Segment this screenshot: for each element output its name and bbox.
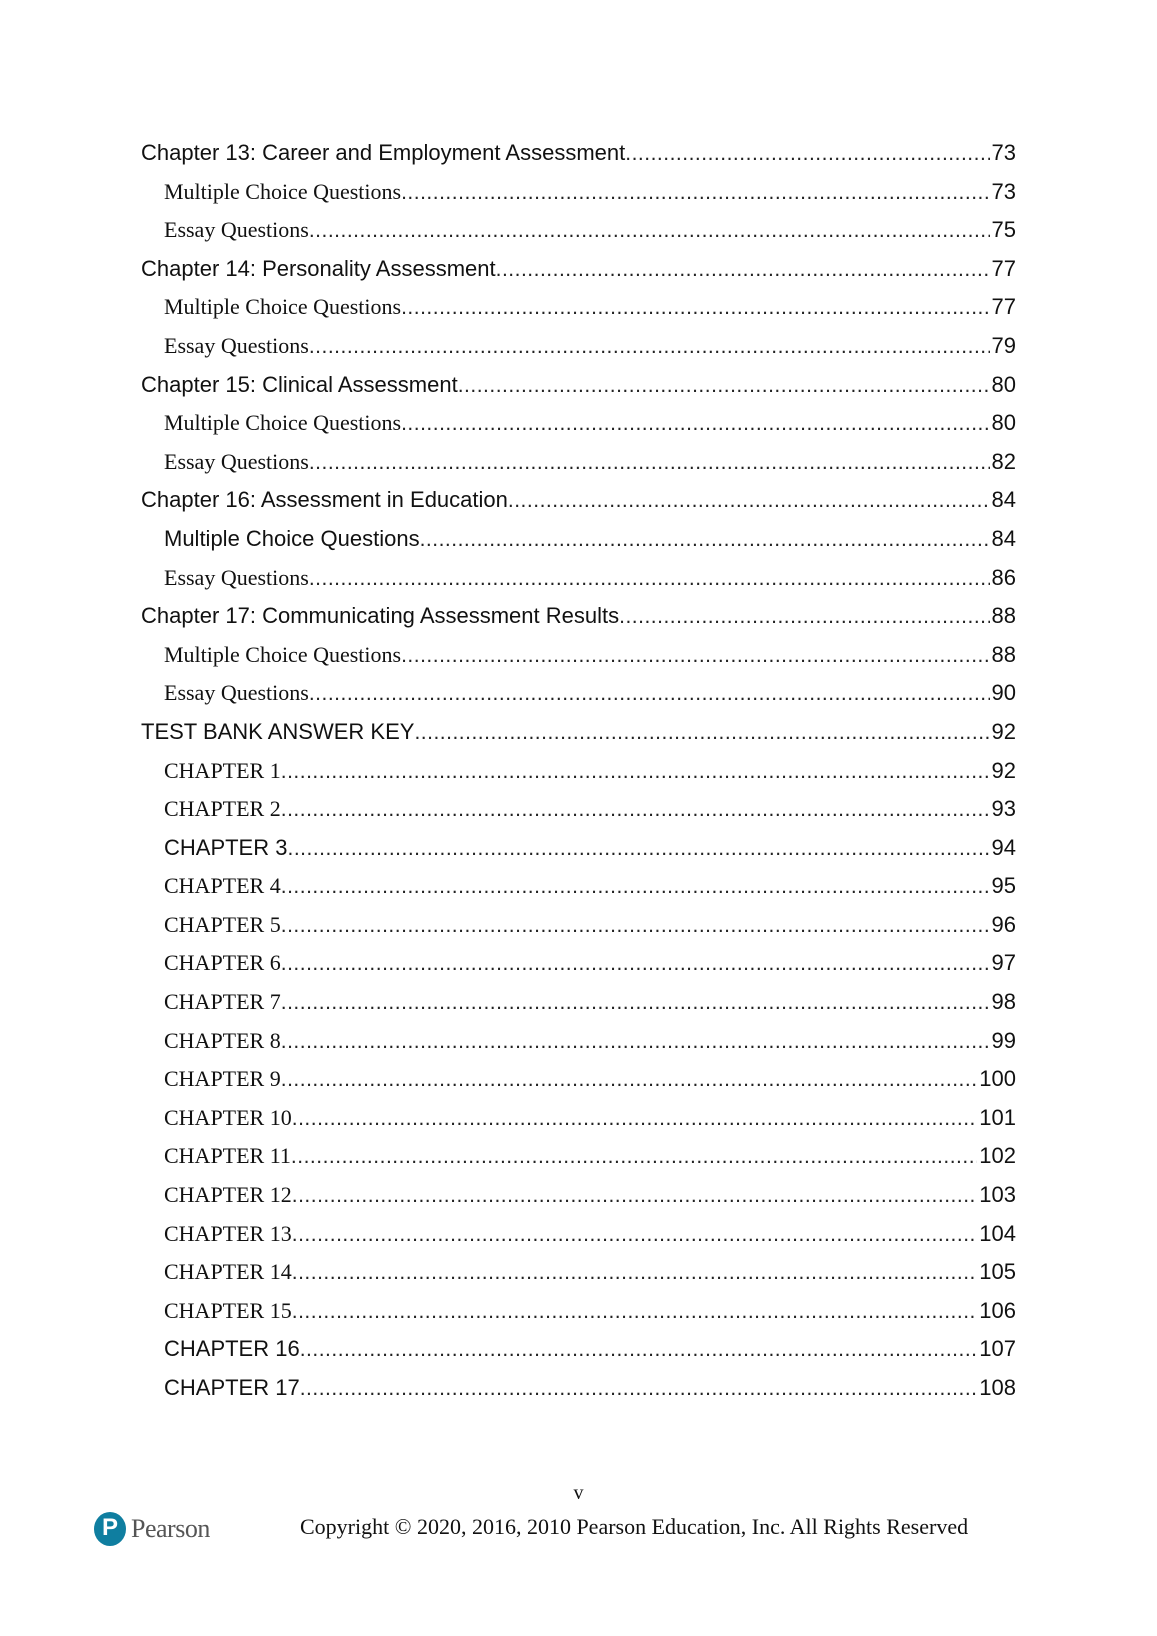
- toc-entry[interactable]: [141, 1330, 1016, 1369]
- toc-entry-page: 92: [991, 718, 1016, 744]
- toc-entry-page: 99: [991, 1027, 1016, 1053]
- pearson-logo: [94, 1512, 210, 1546]
- toc-entry-page: 103: [979, 1182, 1016, 1208]
- dot-leader: [281, 791, 990, 830]
- toc-entry-label: CHAPTER 16: [164, 1336, 300, 1362]
- dot-leader: [291, 1138, 977, 1177]
- toc-entry[interactable]: [141, 829, 1016, 868]
- toc-entry-label: CHAPTER 7: [164, 989, 281, 1015]
- dot-leader: [309, 560, 990, 599]
- toc-entry-page: 102: [979, 1143, 1016, 1169]
- dot-leader: [300, 1370, 978, 1409]
- dot-leader: [281, 907, 990, 946]
- dot-leader: [287, 830, 989, 869]
- toc-entry-label: Essay Questions: [164, 564, 309, 590]
- toc-entry[interactable]: [141, 597, 1016, 636]
- toc-entry-page: 82: [991, 448, 1016, 474]
- toc-entry-label: Multiple Choice Questions: [164, 525, 420, 551]
- dot-leader: [309, 444, 990, 483]
- toc-entry-label: CHAPTER 15: [164, 1297, 292, 1323]
- toc-entry-page: 93: [991, 796, 1016, 822]
- toc-entry-label: CHAPTER 14: [164, 1259, 292, 1285]
- toc-entry[interactable]: [141, 674, 1016, 713]
- toc-entry[interactable]: [141, 944, 1016, 983]
- toc-entry[interactable]: [141, 1060, 1016, 1099]
- toc-entry-label: Multiple Choice Questions: [164, 178, 402, 204]
- dot-leader: [496, 251, 990, 290]
- dot-leader: [281, 868, 990, 907]
- toc-entry[interactable]: [141, 983, 1016, 1022]
- toc-entry-label: CHAPTER 10: [164, 1104, 292, 1130]
- toc-entry-page: 96: [991, 911, 1016, 937]
- toc-entry-label: CHAPTER 13: [164, 1220, 292, 1246]
- dot-leader: [401, 637, 989, 676]
- dot-leader: [458, 367, 990, 406]
- toc-entry-label: Essay Questions: [164, 680, 309, 706]
- dot-leader: [281, 984, 990, 1023]
- toc-entry-label: TEST BANK ANSWER KEY: [141, 718, 415, 744]
- page-number: v: [573, 1482, 584, 1504]
- toc-entry[interactable]: [141, 173, 1016, 212]
- dot-leader: [281, 1023, 990, 1062]
- toc-entry-label: CHAPTER 17: [164, 1375, 300, 1400]
- toc-entry[interactable]: [141, 443, 1016, 482]
- toc-entry-page: 97: [991, 950, 1016, 976]
- toc-entry-label: Chapter 17: Communicating Assessment Results: [141, 603, 620, 629]
- toc-entry[interactable]: [141, 366, 1016, 405]
- toc-entry-page: 86: [991, 564, 1016, 590]
- pearson-p-icon: [94, 1512, 126, 1546]
- toc-entry-label: CHAPTER 8: [164, 1027, 281, 1053]
- toc-entry-page: 92: [991, 757, 1016, 783]
- toc-entry[interactable]: [141, 752, 1016, 791]
- toc-entry-label: Chapter 13: Career and Employment Assessment: [141, 140, 626, 165]
- toc-entry-label: Chapter 15: Clinical Assessment: [141, 371, 458, 397]
- dot-leader: [292, 1177, 978, 1216]
- toc-entry-page: 90: [991, 680, 1016, 706]
- dot-leader: [619, 598, 989, 637]
- toc-entry-page: 88: [991, 641, 1016, 667]
- toc-entry-page: 77: [991, 294, 1016, 320]
- toc-entry[interactable]: [141, 1369, 1016, 1408]
- toc-entry[interactable]: [141, 790, 1016, 829]
- toc-entry-page: 101: [979, 1104, 1016, 1130]
- toc-entry-page: 75: [991, 217, 1016, 243]
- toc-entry-label: Essay Questions: [164, 448, 309, 474]
- toc-entry-label: CHAPTER 3: [164, 834, 288, 860]
- dot-leader: [508, 482, 990, 521]
- toc-entry-page: 77: [991, 255, 1016, 281]
- dot-leader: [281, 753, 990, 792]
- table-of-contents: [141, 134, 1016, 1408]
- toc-entry-label: Multiple Choice Questions: [164, 294, 402, 320]
- toc-entry-label: CHAPTER 4: [164, 873, 281, 899]
- toc-entry[interactable]: [141, 327, 1016, 366]
- dot-leader: [300, 1331, 978, 1370]
- dot-leader: [420, 521, 990, 560]
- toc-entry[interactable]: [141, 134, 1016, 173]
- toc-entry[interactable]: [141, 288, 1016, 327]
- toc-entry-page: 84: [991, 525, 1016, 551]
- dot-leader: [281, 1061, 978, 1100]
- toc-entry-page: 104: [979, 1220, 1016, 1246]
- copyright-notice: Copyright © 2020, 2016, 2010 Pearson Education, Inc. All Rights Reserved: [300, 1514, 969, 1539]
- toc-entry-label: Essay Questions: [164, 217, 309, 243]
- toc-entry[interactable]: [141, 1253, 1016, 1292]
- toc-entry-label: Chapter 14: Personality Assessment: [141, 255, 496, 281]
- dot-leader: [625, 135, 989, 174]
- toc-entry[interactable]: [141, 906, 1016, 945]
- toc-entry-label: Multiple Choice Questions: [164, 410, 402, 436]
- toc-entry[interactable]: [141, 1099, 1016, 1138]
- toc-entry[interactable]: [141, 1215, 1016, 1254]
- dot-leader: [292, 1100, 978, 1139]
- toc-entry-page: 80: [991, 371, 1016, 397]
- dot-leader: [309, 212, 990, 251]
- toc-entry[interactable]: [141, 636, 1016, 675]
- toc-entry[interactable]: [141, 867, 1016, 906]
- toc-entry-label: CHAPTER 12: [164, 1182, 292, 1208]
- dot-leader: [292, 1293, 978, 1332]
- toc-entry-page: 73: [991, 140, 1016, 165]
- dot-leader: [309, 675, 990, 714]
- toc-entry-label: CHAPTER 6: [164, 950, 281, 976]
- toc-entry-page: 108: [979, 1375, 1016, 1400]
- toc-entry-label: CHAPTER 1: [164, 757, 281, 783]
- toc-entry-label: Multiple Choice Questions: [164, 641, 402, 667]
- toc-entry-label: Essay Questions: [164, 332, 309, 358]
- dot-leader: [309, 328, 990, 367]
- toc-entry[interactable]: [141, 404, 1016, 443]
- toc-entry[interactable]: [141, 520, 1016, 559]
- toc-entry[interactable]: [141, 1022, 1016, 1061]
- toc-entry-page: 105: [979, 1259, 1016, 1285]
- toc-entry-label: CHAPTER 2: [164, 796, 281, 822]
- dot-leader: [401, 405, 989, 444]
- dot-leader: [401, 289, 989, 328]
- toc-entry-page: 73: [991, 178, 1016, 204]
- toc-entry[interactable]: [141, 250, 1016, 289]
- toc-entry-page: 95: [991, 873, 1016, 899]
- dot-leader: [401, 174, 989, 213]
- toc-entry-page: 84: [991, 487, 1016, 513]
- toc-entry-label: CHAPTER 11: [164, 1143, 291, 1169]
- toc-entry[interactable]: [141, 481, 1016, 520]
- toc-entry-page: 100: [979, 1066, 1016, 1092]
- toc-entry-label: CHAPTER 9: [164, 1066, 281, 1092]
- toc-entry[interactable]: [141, 713, 1016, 752]
- toc-entry[interactable]: [141, 1137, 1016, 1176]
- toc-entry-label: CHAPTER 5: [164, 911, 281, 937]
- toc-entry[interactable]: [141, 559, 1016, 598]
- dot-leader: [292, 1254, 978, 1293]
- toc-entry-page: 88: [991, 603, 1016, 629]
- toc-entry-page: 98: [991, 989, 1016, 1015]
- toc-entry[interactable]: [141, 211, 1016, 250]
- toc-entry[interactable]: [141, 1292, 1016, 1331]
- toc-entry-page: 106: [979, 1297, 1016, 1323]
- toc-entry-page: 94: [991, 834, 1016, 860]
- toc-entry-page: 80: [991, 410, 1016, 436]
- toc-entry-page: 107: [979, 1336, 1016, 1362]
- dot-leader: [414, 714, 989, 753]
- dot-leader: [281, 945, 990, 984]
- toc-entry-label: Chapter 16: Assessment in Education: [141, 487, 508, 513]
- toc-entry-page: 79: [991, 332, 1016, 358]
- logo-text: Pearson: [131, 1514, 210, 1543]
- dot-leader: [292, 1216, 978, 1255]
- toc-entry[interactable]: [141, 1176, 1016, 1215]
